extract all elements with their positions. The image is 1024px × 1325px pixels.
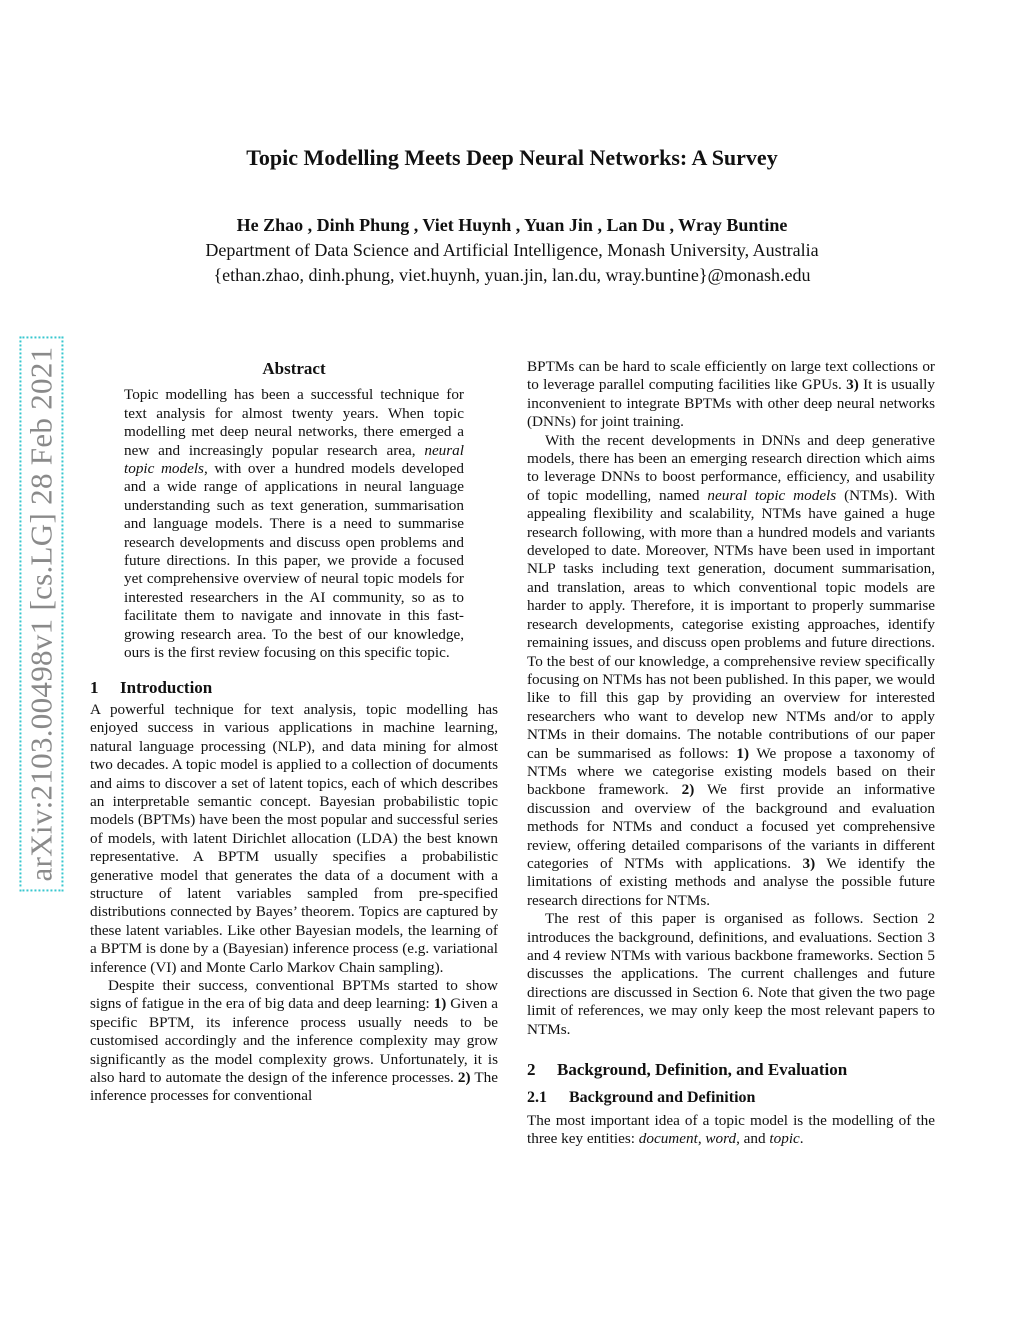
intro-paragraph-2: Despite their success, conventional BPTMs started to show signs of fatigue in the era of big data and deep learning: 1) Given a specific BPTM, its inference process usually needs to be customised accordingly and the inference complexity may grow significantly as the model complexity grows. Unfortunately, it is also hard to automate the design of the inference processes. 2) The inference processes for conventional: [90, 977, 498, 1105]
intro-paragraph-4: The rest of this paper is organised as follows. Section 2 introduces the background, definitions, and evaluations. Section 3 and 4 review NTMs with various backbone frameworks. Section 5 discusses the applications. The current challenges and future directions are discussed in Section 6. Note that given the two page limit of references, we may only keep the most relevant papers to NTMs.: [527, 910, 935, 1038]
section-heading-background: 2 Background, Definition, and Evaluation: [527, 1060, 848, 1080]
author-affiliation: Department of Data Science and Artificial Intelligence, Monash University, Australia: [205, 240, 819, 260]
background-paragraph-1: The most important idea of a topic model is the modelling of the three key entities: document, word, and topic.: [527, 1111, 935, 1148]
abstract-heading: Abstract: [262, 359, 326, 378]
intro-paragraph-2-continued: BPTMs can be hard to scale efficiently on large text collections or to leverage parallel computing facilities like GPUs. 3) It is usually inconvenient to integrate BPTMs with other deep neural networks (DNNs) for joint training.: [527, 358, 935, 431]
author-list: He Zhao , Dinh Phung , Viet Huynh , Yuan Jin , Lan Du , Wray Buntine: [236, 215, 788, 235]
intro-paragraph-3: With the recent developments in DNNs and deep generative models, there has been an emerging research direction which aims to leverage DNNs to boost performance, efficiency, and usability of topic modelling, named neural topic models (NTMs). With appealing flexibility and scalability, NTMs have gained a huge research following, with more than a hundred models and variants developed to date. Moreover, NTMs have been used in important NLP tasks including text generation, document summarisation, and translation, areas to which conventional topic models are harder to apply. Therefore, it is important to properly summarise research developments, categorise existing approaches, identify remaining issues, and discuss open problems and future directions. To the best of our knowledge, a comprehensive review specifically focusing on NTMs has not been published. In this paper, we would like to fill this gap by providing an overview for interested researchers who want to develop new NTMs and/or to apply NTMs in their domains. The notable contributions of our paper can be summarised as follows: 1) We propose a taxonomy of NTMs where we categorise existing models based on their backbone framework. 2) We first provide an informative discussion and overview of the background and evaluation methods for NTMs and conduct a focused yet comprehensive review, offering detailed comparisons of the variants in different categories of NTMs with applications. 3) We identify the limitations of existing methods and analyse the possible future research directions for NTMs.: [527, 431, 935, 909]
right-column: [527, 358, 935, 1149]
section-heading-introduction: 1 Introduction: [90, 677, 213, 697]
arxiv-stamp: [17, 318, 65, 910]
paper-title: Topic Modelling Meets Deep Neural Networks: A Survey: [246, 145, 778, 170]
left-column: [90, 360, 498, 1106]
subsection-heading-background-definition: 2.1 Background and Definition: [527, 1089, 756, 1107]
abstract-text: Topic modelling has been a successful technique for text analysis for almost twenty years. When topic modelling met deep neural networks, there emerged a new and increasingly popular research area, neural topic models, with over a hundred models developed and a wide range of applications in neural language understanding such as text generation, summarisation and language models. There is a need to summarise research developments and discuss open problems and future directions. In this paper, we provide a focused yet comprehensive overview of neural topic models for interested researchers in the AI community, so as to facilitate them to navigate and innovate in this fast-growing research area. To the best of our knowledge, ours is the first review focusing on this specific topic.: [124, 386, 464, 662]
arxiv-identifier: arXiv:2103.00498v1 [cs.LG] 28 Feb 2021: [19, 337, 63, 892]
author-emails: {ethan.zhao, dinh.phung, viet.huynh, yuan.jin, lan.du, wray.buntine}@monash.edu: [213, 265, 811, 285]
intro-paragraph-1: A powerful technique for text analysis, topic modelling has enjoyed success in various applications in machine learning, natural language processing (NLP), and data mining for almost two decades. A topic model is applied to a collection of documents and aims to discover a set of latent topics, each of which describes an interpretable semantic concept. Bayesian probabilistic topic models (BPTMs) have been the most popular and successful series of models, with latent Dirichlet allocation (LDA) the best known representative. A BPTM usually specifies a probabilistic generative model that generates the data of a document with a structure of latent variables sampled from pre-specified distributions connected by Bayes’ theorem. Topics are captured by these latent variables. Like other Bayesian models, the learning of a BPTM is done by a (Bayesian) inference process (e.g. variational inference (VI) and Monte Carlo Markov Chain sampling).: [90, 700, 498, 976]
